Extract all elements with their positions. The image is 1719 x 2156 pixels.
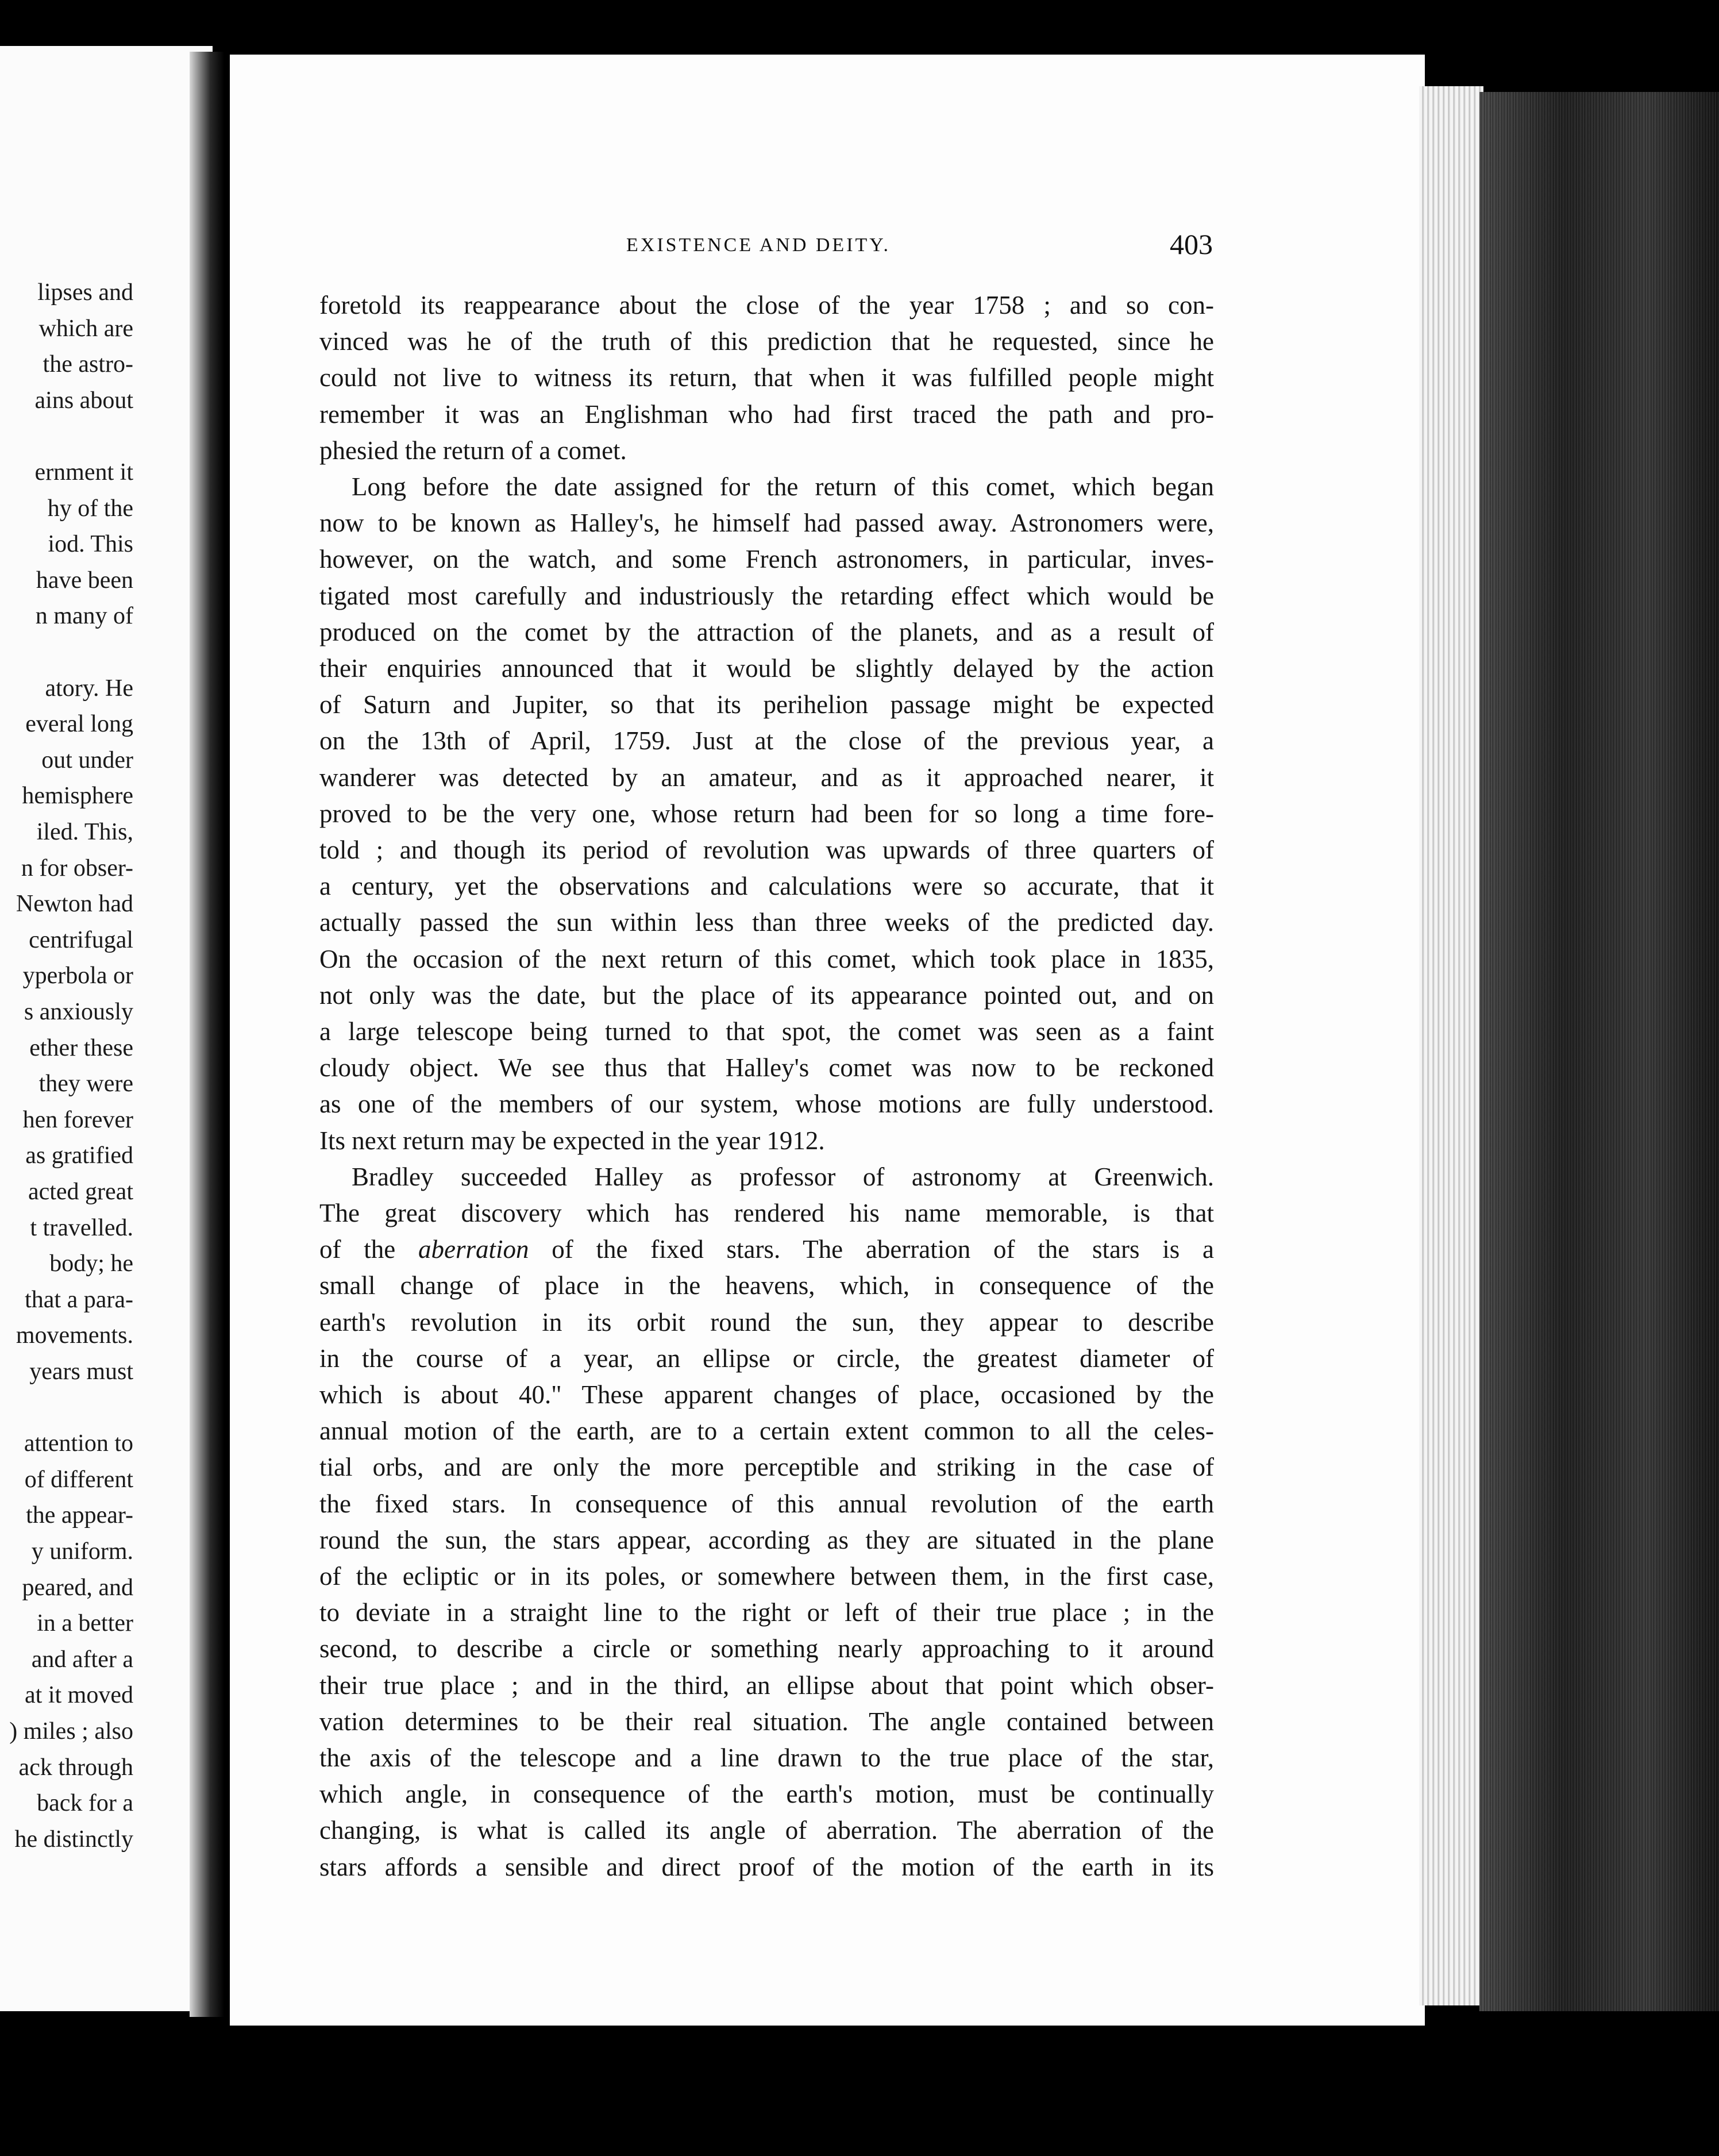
body-line: vation determines to be their real situation. The angle contained between [319,1707,1214,1736]
body-line: now to be known as Halley's, he himself had passed away. Astronomers were, [319,509,1214,538]
body-line: proved to be the very one, whose return had been for so long a time fore- [319,799,1214,828]
page-edges [1419,86,1483,2005]
previous-page-line: everal long [25,711,133,738]
previous-page-line: ernment it [34,459,133,486]
previous-page-line: ack through [18,1754,133,1781]
body-line-segment: of the [319,1235,418,1264]
book-fore-edge [1479,92,1719,2011]
body-line: their enquiries announced that it would be slightly delayed by the action [319,654,1214,683]
body-line: Long before the date assigned for the return of this comet, which began [352,472,1214,501]
body-line: remember it was an Englishman who had first traced the path and pro- [319,399,1214,429]
previous-page-line: which are [38,315,133,342]
previous-page-line: years must [29,1358,133,1385]
italic-term: aberration [418,1235,529,1264]
previous-page-line: lipses and [37,279,133,306]
book-gutter [190,52,224,2017]
body-line: small change of place in the heavens, which, in consequence of the [319,1271,1214,1300]
previous-page-line: t travelled. [30,1214,133,1241]
body-line: a large telescope being turned to that spot, the comet was seen as a faint [319,1017,1214,1046]
body-line: changing, is what is called its angle of aberration. The aberration of the [319,1816,1214,1845]
body-line: On the occasion of the next return of this comet, which took place in 1835, [319,944,1214,973]
previous-page-line: atory. He [45,675,133,702]
previous-page-line: ether these [29,1034,133,1061]
body-line: tigated most carefully and industriously the retarding effect which would be [319,581,1214,610]
body-line: stars affords a sensible and direct proof of the motion of the earth in its [319,1852,1214,1881]
body-line: Its next return may be expected in the year 1912. [319,1126,825,1155]
previous-page-line: as gratified [25,1142,133,1169]
body-line: the axis of the telescope and a line drawn to the true place of the star, [319,1743,1214,1772]
body-line: as one of the members of our system, whose motions are fully understood. [319,1089,1214,1119]
previous-page-line: body; he [49,1250,133,1277]
previous-page-line: hen forever [22,1106,133,1133]
body-line: vinced was he of the truth of this prediction that he requested, since he [319,327,1214,356]
previous-page-line: out under [41,746,133,773]
previous-page-line: that a para- [25,1286,133,1313]
body-line: to deviate in a straight line to the right or left of their true place ; in the [319,1598,1214,1627]
previous-page-line: they were [38,1071,133,1098]
previous-page-line: y uniform. [31,1538,133,1565]
body-line: however, on the watch, and some French astronomers, in particular, inves- [319,545,1214,574]
body-line: could not live to witness its return, that when it was fulfilled people might [319,363,1214,392]
body-line: phesied the return of a comet. [319,436,627,465]
body-line: foretold its reappearance about the close of the year 1758 ; and so con- [319,291,1214,319]
body-line: in the course of a year, an ellipse or circle, the greatest diameter of [319,1343,1214,1373]
previous-page-line: attention to [24,1430,133,1457]
previous-page-line: iod. This [48,531,133,558]
body-line: earth's revolution in its orbit round the sun, they appear to describe [319,1307,1214,1337]
previous-page-line: of different [24,1466,133,1493]
body-line [319,1231,1214,1267]
body-line: their true place ; and in the third, an ellipse about that point which obser- [319,1670,1214,1700]
body-line: which is about 40." These apparent changes of place, occasioned by the [319,1380,1214,1409]
previous-page-line: the astro- [43,351,133,378]
previous-page-line: ains about [34,387,133,414]
previous-page-line: have been [36,567,133,594]
body-line: second, to describe a circle or something nearly approaching to it around [319,1634,1214,1664]
body-line: which angle, in consequence of the earth's motion, must be continually [319,1780,1214,1809]
previous-page-line: s anxiously [24,999,133,1025]
previous-page-line: Newton had [16,891,133,918]
body-line: wanderer was detected by an amateur, and as it approached nearer, it [319,763,1214,792]
previous-page-line: movements. [16,1322,133,1349]
previous-page-line: in a better [37,1610,133,1637]
body-line: cloudy object. We see thus that Halley's comet was now to be reckoned [319,1053,1214,1083]
body-line: tial orbs, and are only the more perceptible and striking in the case of [319,1453,1214,1482]
previous-page-line: the appear- [26,1502,133,1529]
body-line: Bradley succeeded Halley as professor of astronomy at Greenwich. [352,1162,1214,1191]
body-line: told ; and though its period of revolution was upwards of three quarters of [319,836,1214,864]
previous-page-line: he distinctly [14,1826,133,1853]
previous-page-line: yperbola or [22,962,133,990]
body-line: The great discovery which has rendered his name memorable, is that [319,1199,1214,1227]
previous-page-line: at it moved [25,1682,133,1709]
body-line: of Saturn and Jupiter, so that its perihelion passage might be expected [319,690,1214,719]
body-line: annual motion of the earth, are to a certain extent common to all the celes- [319,1416,1214,1446]
body-line-segment: of the fixed stars. The aberration of the stars is a [529,1235,1214,1264]
body-line: actually passed the sun within less than three weeks of the predicted day. [319,908,1214,937]
body-line: not only was the date, but the place of its appearance pointed out, and on [319,980,1214,1010]
body-line: the fixed stars. In consequence of this annual revolution of the earth [319,1489,1214,1518]
previous-page-line: iled. This, [36,819,133,845]
previous-page-line: centrifugal [29,926,133,953]
previous-page-line: hemisphere [22,783,133,810]
previous-page-line: back for a [37,1790,133,1817]
body-line: produced on the comet by the attraction of the planets, and as a result of [319,617,1214,646]
previous-page-line: peared, and [22,1574,133,1601]
previous-page-line: acted great [28,1179,133,1205]
body-line: of the ecliptic or in its poles, or somewhere between them, in the first case, [319,1562,1214,1591]
running-head: EXISTENCE AND DEITY. [626,234,891,256]
body-line: on the 13th of April, 1759. Just at the close of the previous year, a [319,726,1214,756]
previous-page-line: n many of [35,603,133,630]
previous-page-line: ) miles ; also [9,1718,133,1745]
body-line: a century, yet the observations and calculations were so accurate, that it [319,872,1214,901]
body-line: round the sun, the stars appear, according as they are situated in the plane [319,1525,1214,1554]
page-number: 403 [1170,228,1213,260]
previous-page-line: and after a [31,1646,133,1673]
previous-page-line: hy of the [47,495,133,522]
previous-page-line: n for obser- [21,854,133,881]
